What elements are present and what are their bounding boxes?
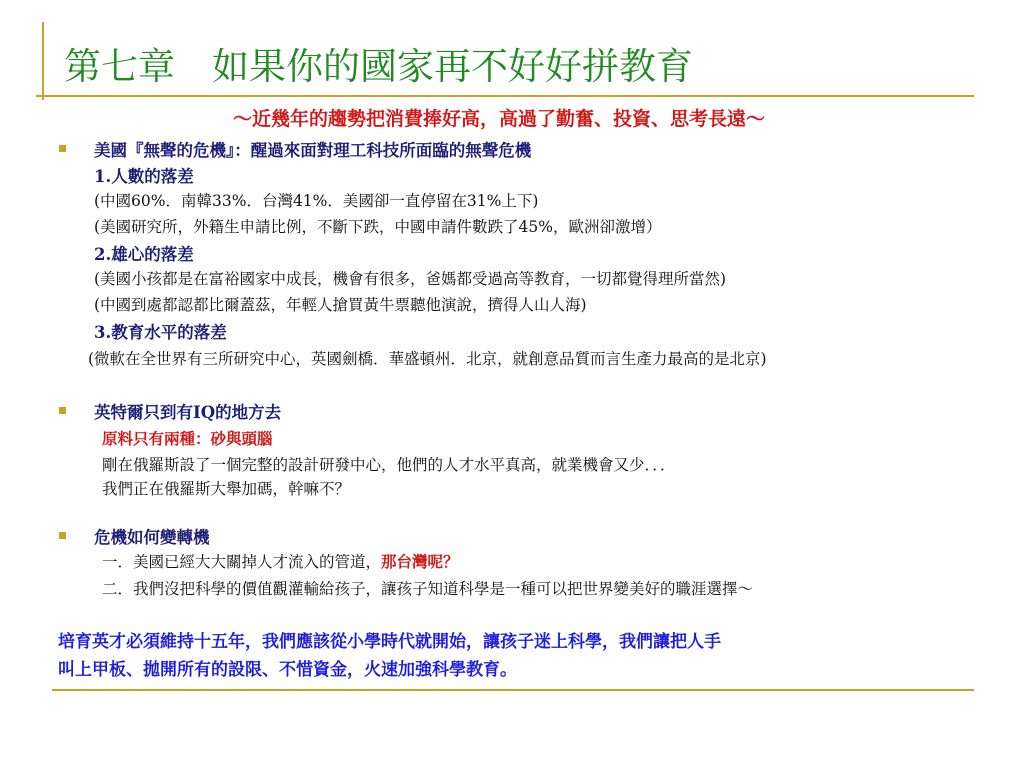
section3-line1-text: 一．美國已經大大關掉人才流入的管道， [102, 553, 382, 571]
point1-title: 1.人數的落差 [94, 167, 194, 186]
section3-line1-highlight: 那台灣呢？ [381, 552, 459, 571]
bullet-icon [59, 532, 66, 539]
section2-heading: 英特爾只到有IQ的地方去 [94, 403, 282, 422]
point2-line1: (美國小孩都是在富裕國家中成長，機會有很多，爸媽都受過高等教育，一切都覺得理所當然) [94, 270, 727, 288]
bullet-icon [59, 145, 66, 152]
point2-title: 2.雄心的落差 [94, 245, 194, 264]
point3-title: 3.教育水平的落差 [94, 323, 227, 342]
section2-line2: 我們正在俄羅斯大舉加碼，幹嘛不？ [102, 480, 351, 498]
point1-line2: (美國研究所，外籍生申請比例，不斷下跌，中國申請件數跌了45%，歐洲卻激增） [94, 218, 662, 236]
point2-line2: (中國到處都認都比爾蓋茲，年輕人搶買黃牛票聽他演說，擠得人山人海) [94, 296, 587, 314]
bullet-icon [59, 407, 66, 414]
footer-accent-line [52, 689, 974, 691]
section3-heading: 危機如何變轉機 [94, 528, 210, 547]
section3-line1 [102, 550, 459, 572]
footer-line1: 培育英才必須維持十五年，我們應該從小學時代就開始，讓孩子迷上科學，我們讓把人手 [58, 632, 721, 652]
point3-line1: (微軟在全世界有三所研究中心，英國劍橋．華盛頓州．北京，就創意品質而言生產力最高的是北京) [88, 350, 767, 368]
section2-line1: 剛在俄羅斯設了一個完整的設計研發中心，他們的人才水平真高，就業機會又少．．． [102, 456, 676, 474]
section2-subheading: 原料只有兩種：砂與頭腦 [102, 429, 273, 448]
point1-line1: (中國60%．南韓33%．台灣41%．美國卻一直停留在31%上下) [94, 192, 539, 210]
footer-line2: 叫上甲板、拋開所有的設限、不惜資金，火速加強科學教育。 [58, 660, 517, 680]
slide-title: 第七章 如果你的國家再不好好拼教育 [64, 45, 693, 88]
slide-subtitle: ～近幾年的趨勢把消費捧好高，高過了勤奮、投資、思考長遠～ [232, 108, 765, 130]
section3-line2: 二．我們沒把科學的價值觀灌輸給孩子，讓孩子知道科學是一種可以把世界變美好的職涯選擇～ [102, 580, 754, 598]
section1-heading: 美國『無聲的危機』：醒過來面對理工科技所面臨的無聲危機 [94, 141, 532, 160]
